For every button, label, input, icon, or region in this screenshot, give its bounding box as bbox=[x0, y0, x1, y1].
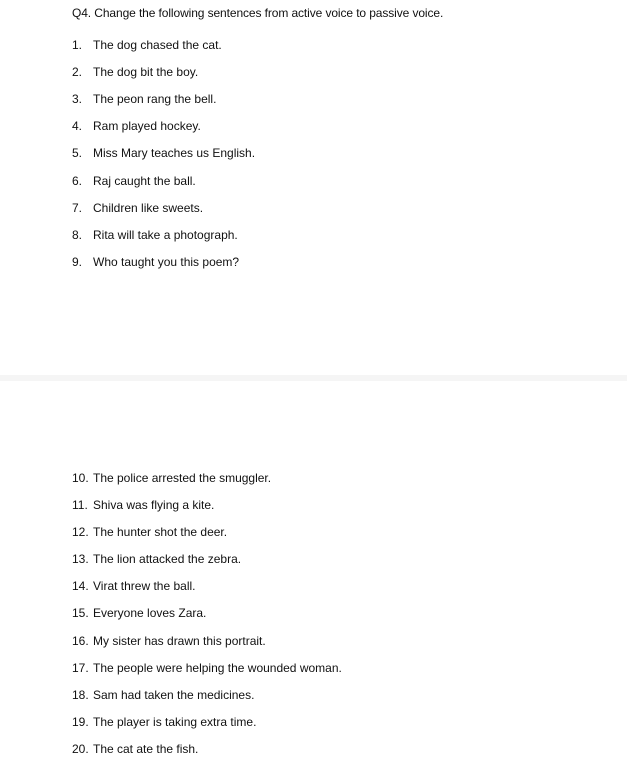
item-number: 5. bbox=[72, 146, 83, 160]
list-item bbox=[72, 64, 198, 80]
item-text: Everyone loves Zara. bbox=[93, 606, 207, 620]
item-text: Ram played hockey. bbox=[93, 119, 201, 133]
list-item bbox=[72, 633, 266, 649]
item-number: 6. bbox=[72, 174, 83, 188]
item-number: 14. bbox=[72, 579, 89, 593]
item-text: Raj caught the ball. bbox=[93, 174, 196, 188]
item-text: The hunter shot the deer. bbox=[93, 525, 228, 539]
item-number: 17. bbox=[72, 661, 89, 675]
list-item bbox=[72, 524, 227, 540]
list-item bbox=[72, 91, 216, 107]
item-number: 15. bbox=[72, 606, 89, 620]
item-text: Sam had taken the medicines. bbox=[93, 688, 255, 702]
list-item bbox=[72, 497, 214, 513]
item-text: The lion attacked the zebra. bbox=[93, 552, 242, 566]
list-item bbox=[72, 551, 241, 567]
question-heading: Q4. Change the following sentences from active voice to passive voice. bbox=[72, 6, 444, 20]
list-item bbox=[72, 118, 201, 134]
list-item bbox=[72, 254, 239, 270]
list-item bbox=[72, 200, 203, 216]
list-item bbox=[72, 37, 222, 53]
list-item bbox=[72, 145, 255, 161]
list-item bbox=[72, 578, 196, 594]
item-text: Who taught you this poem? bbox=[93, 255, 240, 269]
item-number: 8. bbox=[72, 228, 83, 242]
item-text: The dog chased the cat. bbox=[93, 38, 222, 52]
item-number: 2. bbox=[72, 65, 83, 79]
item-text: Virat threw the ball. bbox=[93, 579, 196, 593]
item-text: The dog bit the boy. bbox=[93, 65, 199, 79]
document-page-1 bbox=[0, 0, 627, 375]
item-number: 12. bbox=[72, 525, 89, 539]
item-text: Children like sweets. bbox=[93, 201, 204, 215]
item-text: The police arrested the smuggler. bbox=[93, 471, 272, 485]
list-item bbox=[72, 227, 238, 243]
item-number: 18. bbox=[72, 688, 89, 702]
item-text: Shiva was flying a kite. bbox=[93, 498, 215, 512]
item-number: 9. bbox=[72, 255, 83, 269]
item-text: The cat ate the fish. bbox=[93, 742, 199, 756]
item-number: 3. bbox=[72, 92, 83, 106]
item-number: 7. bbox=[72, 201, 83, 215]
item-number: 16. bbox=[72, 634, 89, 648]
item-number: 11. bbox=[72, 498, 88, 512]
item-number: 13. bbox=[72, 552, 89, 566]
list-item bbox=[72, 660, 342, 676]
item-number: 20. bbox=[72, 742, 89, 756]
item-text: The peon rang the bell. bbox=[93, 92, 217, 106]
item-number: 10. bbox=[72, 471, 89, 485]
list-item bbox=[72, 714, 256, 730]
item-text: Rita will take a photograph. bbox=[93, 228, 238, 242]
item-text: The people were helping the wounded woman. bbox=[93, 661, 342, 675]
item-number: 4. bbox=[72, 119, 83, 133]
item-number: 1. bbox=[72, 38, 83, 52]
list-item bbox=[72, 741, 198, 757]
list-item bbox=[72, 687, 254, 703]
item-number: 19. bbox=[72, 715, 89, 729]
list-item bbox=[72, 173, 196, 189]
item-text: My sister has drawn this portrait. bbox=[93, 634, 266, 648]
item-text: The player is taking extra time. bbox=[93, 715, 257, 729]
list-item bbox=[72, 605, 206, 621]
document-page-2 bbox=[0, 381, 627, 763]
list-item bbox=[72, 470, 271, 486]
item-text: Miss Mary teaches us English. bbox=[93, 146, 256, 160]
